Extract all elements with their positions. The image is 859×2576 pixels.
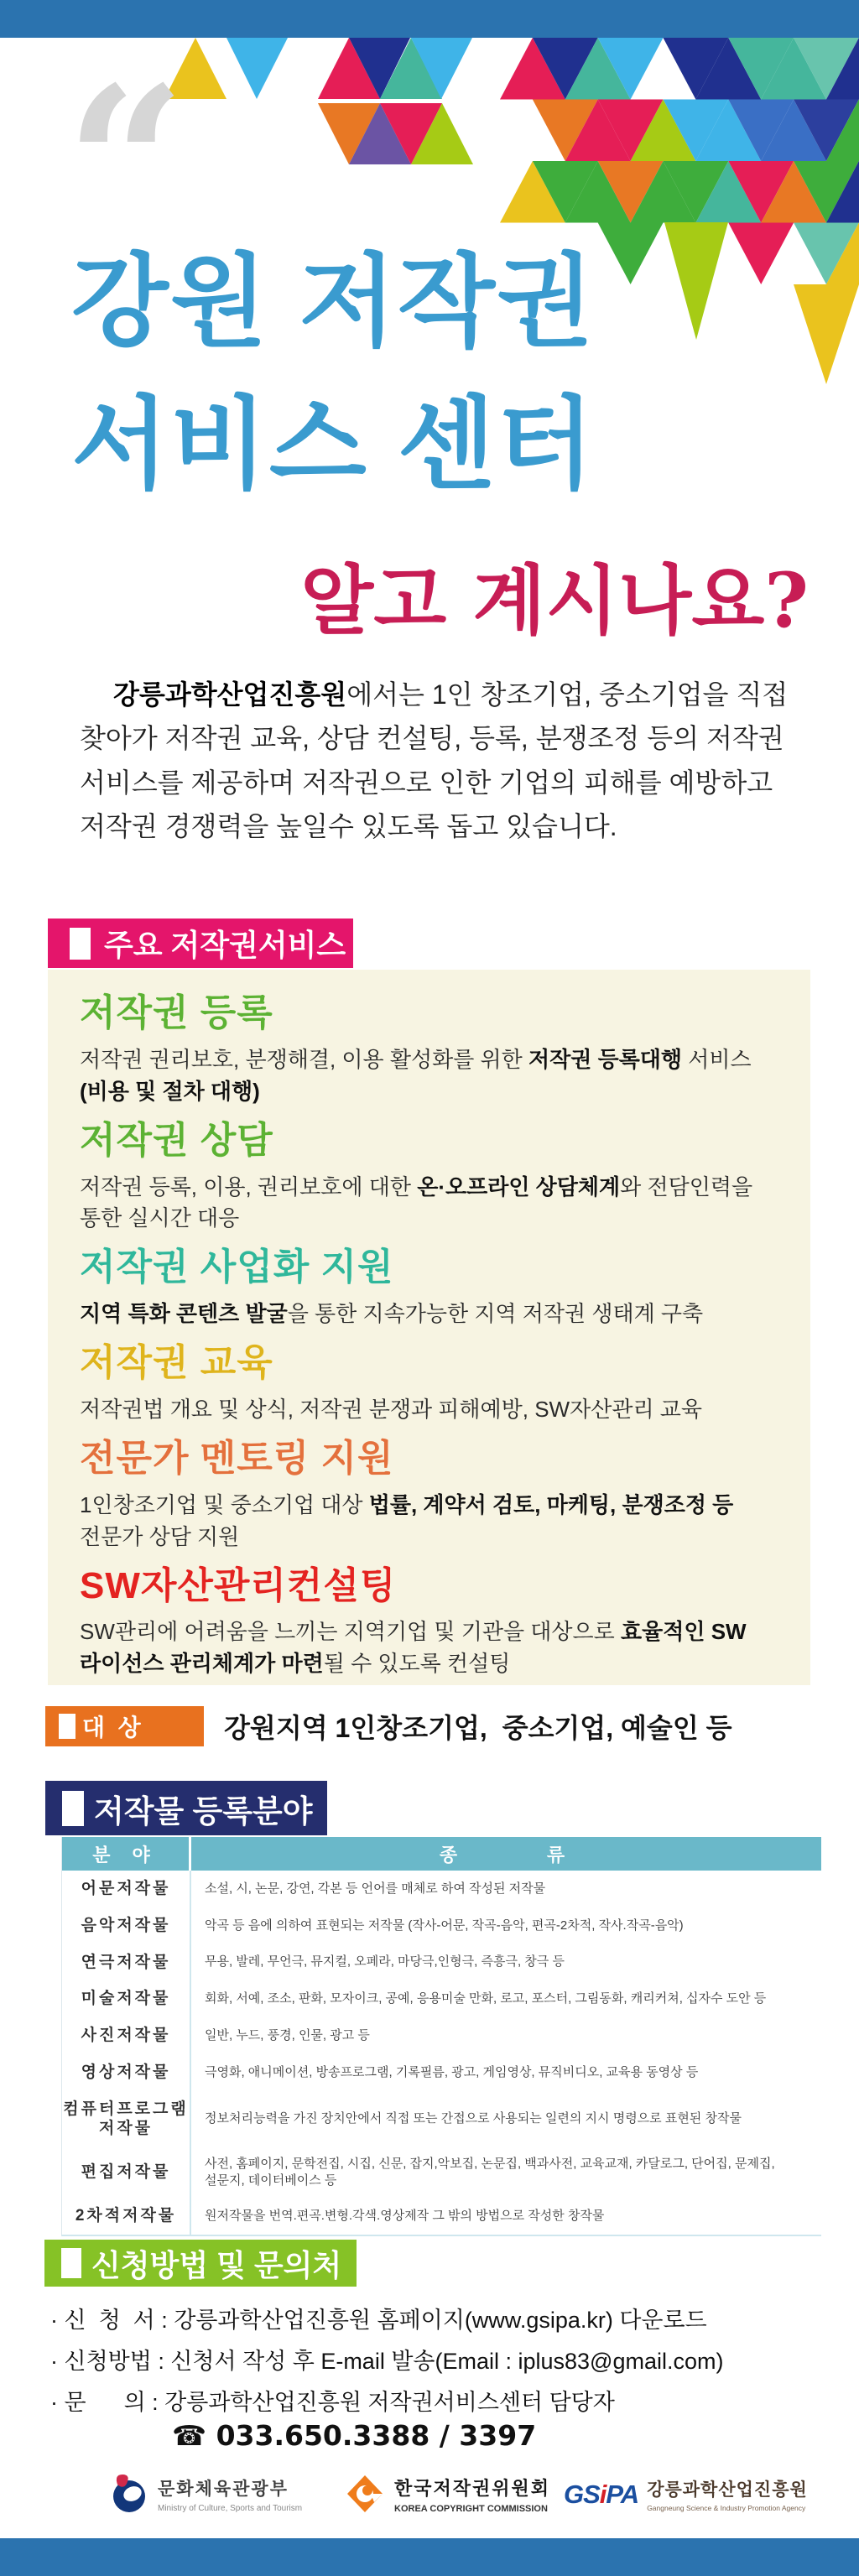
kcc-sub: KOREA COPYRIGHT COMMISSION [394,2503,548,2514]
table-row-desc: 일반, 누드, 풍경, 인물, 광고 등 [205,2027,370,2043]
section-header-services-label: 주요 저작권서비스 [104,928,346,962]
table-header-kind: 종 류 [439,1844,574,1866]
question-text: 알고 계시나요? [300,556,809,645]
registry-table-header [62,1837,821,1871]
mosaic-triangle [664,222,728,340]
table-row-field: 사진저작물 [62,2017,191,2054]
white-square-icon [59,1714,75,1739]
mosaic-triangle [794,284,859,384]
table-row-field: 편집저작물 [62,2147,191,2198]
mocst-name: 문화체육관광부 [158,2479,289,2499]
gsipa-logo [564,2476,808,2512]
table-row-4 [62,2017,821,2054]
service-desc-4: 1인창조기업 및 중소기업 대상 법률, 계약서 검토, 마케팅, 분쟁조정 등 전문가 상담 지원 [80,1491,734,1549]
table-row-field: 음악저작물 [62,1907,191,1944]
section-header-target [45,1706,204,1746]
gsipa-sub: Gangneung Science & Industry Promotion Agency [647,2504,806,2512]
phone-number: ☎ 033.650.3388 / 3397 [172,2419,537,2452]
mosaic-triangle [598,223,664,285]
table-row-2 [62,1944,821,1981]
table-row-field: 2차적저작물 [62,2198,191,2235]
table-row-field: 연극저작물 [62,1944,191,1981]
contact-line-1: · 신청방법 : 신청서 작성 후 E-mail 발송(Email : iplus83@gmail.com) [50,2349,724,2374]
mocst-sub: Ministry of Culture, Sports and Tourism [158,2503,303,2513]
table-row-desc: 사전, 홈페이지, 문학전집, 시집, 신문, 잡지,악보집, 논문집, 백과사전, 교육교재, 카달로그, 단어집, 문제집, 설문지, 데이터베이스 등 [205,2157,775,2188]
table-row-field: 어문저작물 [62,1871,191,1907]
section-header-registry-label: 저작물 등록분야 [94,1793,313,1829]
kcc-logo-icon [346,2473,384,2515]
table-row-1 [62,1907,821,1944]
section-header-services [48,919,353,968]
page-title-line1: 강원 저작권 [71,246,596,358]
table-row-desc: 원저작물을 번역.편곡.변형.각색.영상제작 그 밖의 방법으로 작성한 창작물 [205,2208,605,2223]
table-row-8 [62,2198,821,2235]
table-row-field: 컴퓨터프로그램 저작물 [62,2091,191,2148]
white-square-icon [70,928,91,960]
registry-table [61,1837,821,2236]
intro-paragraph [80,673,789,849]
table-row-desc: 극영화, 애니메이션, 방송프로그램, 기록필름, 광고, 게임영상, 뮤직비디오, 교육용 동영상 등 [205,2064,699,2079]
service-desc-2: 지역 특화 콘텐츠 발굴을 통한 지속가능한 지역 저작권 생태계 구축 [80,1301,704,1327]
page-title-line2: 서비스 센터 [71,388,596,501]
table-row-field: 영상저작물 [62,2054,191,2091]
white-square-icon [61,2248,81,2278]
table-row-3 [62,1980,821,2017]
table-row-5 [62,2054,821,2091]
table-row-6 [62,2091,821,2148]
white-square-icon [62,1791,84,1826]
section-header-target-label: 대 상 [82,1715,141,1741]
contact-line-2: · 문 의 : 강릉과학산업진흥원 저작권서비스센터 담당자 [50,2390,615,2415]
registry-table-body [62,1871,821,2235]
service-title-1: 저작권 상담 [80,1119,273,1161]
bottom-blue-bar [0,2538,859,2576]
services-panel [48,970,810,1685]
table-row-desc: 정보처리능력을 가진 장치안에서 직접 또는 간접으로 사용되는 일련의 지시 명령으로 표현된 창작물 [205,2111,742,2126]
kcc-logo [346,2473,550,2515]
service-title-4: 전문가 멘토링 지원 [80,1437,394,1479]
mocst-logo-icon [109,2473,148,2515]
table-row-desc: 악곡 등 음에 의하여 표현되는 저작물 (작사-어문, 작곡-음악, 편곡-2차적, 작사.작곡-음악) [205,1918,684,1933]
mocst-logo [109,2473,302,2515]
service-title-5: SW자산관리컨설팅 [80,1564,397,1606]
table-row-desc: 회화, 서예, 조소, 판화, 모자이크, 공예, 응용미술 만화, 로고, 포스터, 그림동화, 캐리커쳐, 십자수 도안 등 [205,1991,767,2006]
service-desc-3: 저작권법 개요 및 상식, 저작권 분쟁과 피해예방, SW자산관리 교육 [80,1396,703,1422]
section-header-apply [44,2240,357,2287]
service-desc-0: 저작권 권리보호, 분쟁해결, 이용 활성화를 위한 저작권 등록대행 서비스 (비용 및 절차 대행) [80,1046,752,1104]
table-row-desc: 무용, 발레, 무언극, 뮤지컬, 오페라, 마당극,인형극, 즉흥극, 창극 등 [205,1954,565,1970]
kcc-name: 한국저작권위원회 [394,2477,551,2499]
intro-body: 에서는 1인 창조기업, 중소기업을 직접 찾아가 저작권 교육, 상담 컨설팅, 등록, 분쟁조정 등의 저작권 서비스를 제공하며 저작권으로 인한 기업의 피해를 예방하고 저작권 경쟁력을 높일수 있도록 돕고 있습니다. [80,679,789,842]
service-title-3: 저작권 교육 [80,1342,273,1384]
quote-mark-icon: “ [65,40,186,287]
contact-line-0: · 신 청 서 : 강릉과학산업진흥원 홈페이지(www.gsipa.kr) 다운로드 [50,2308,707,2333]
table-row-7 [62,2147,821,2198]
intro-org-name: 강릉과학산업진흥원 [113,679,347,710]
mosaic-triangle [728,223,794,285]
contact-info [50,2300,822,2423]
table-header-field: 분 야 [62,1837,191,1871]
table-row-desc: 소설, 시, 논문, 강연, 각본 등 언어를 매체로 하여 작성된 저작물 [205,1881,546,1896]
target-value: 강원지역 1인창조기업, 중소기업, 예술인 등 [224,1713,732,1743]
table-row-0 [62,1871,821,1907]
section-header-registry [45,1781,327,1835]
table-row-field: 미술저작물 [62,1980,191,2017]
section-header-apply-label: 신청방법 및 문의처 [91,2247,342,2282]
service-desc-5: SW관리에 어려움을 느끼는 지역기업 및 기관을 대상으로 효율적인 SW 라이선스 관리체계가 마련될 수 있도록 컨설팅 [80,1619,747,1677]
service-title-0: 저작권 등록 [80,992,273,1033]
mosaic-triangle [226,38,288,99]
footer-logos [0,2469,859,2528]
service-desc-1: 저작권 등록, 이용, 권리보호에 대한 온·오프라인 상담체계와 전담인력을 통한 실시간 대응 [80,1174,753,1231]
service-title-2: 저작권 사업화 지원 [80,1246,394,1288]
gsipa-logo-mark: GSiPA [564,2480,639,2509]
gsipa-name: 강릉과학산업진흥원 [647,2480,808,2500]
